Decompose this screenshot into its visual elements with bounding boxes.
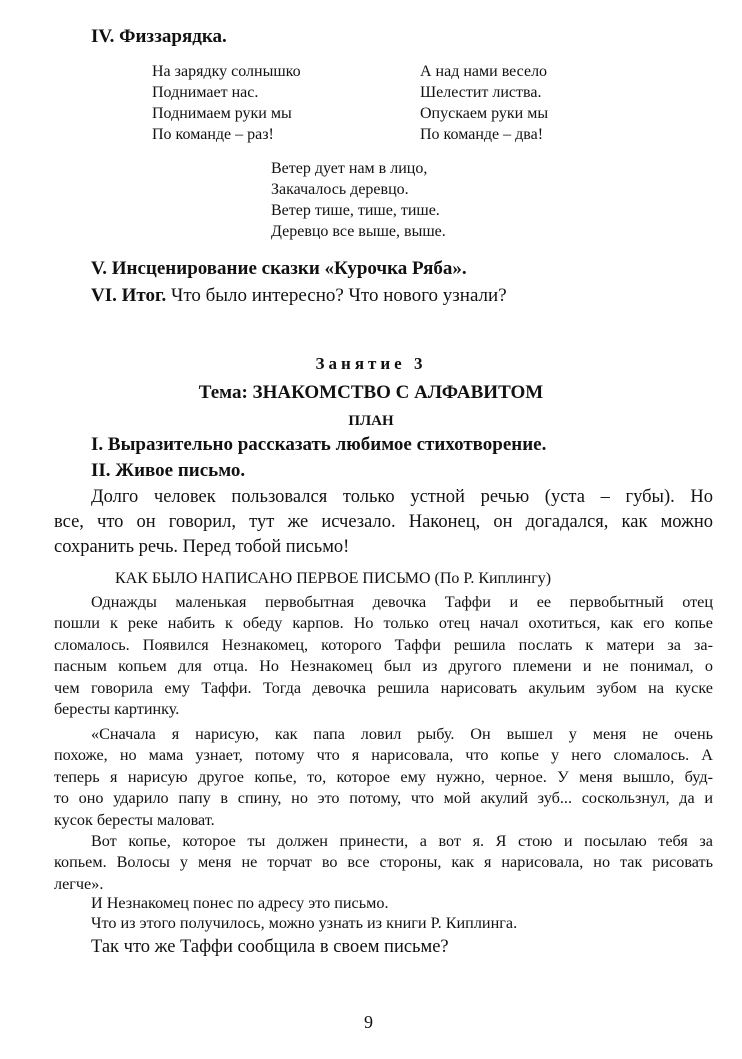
section-vi xyxy=(91,285,507,307)
story-title: КАК БЫЛО НАПИСАНО ПЕРВОЕ ПИСЬМО (По Р. Киплингу) xyxy=(115,570,552,587)
intro-paragraph xyxy=(91,485,713,510)
text-line: Долго человек пользовался только устной речью (уста – губы). Но xyxy=(91,487,713,507)
poem-line: Закачалось деревцо. xyxy=(271,181,409,198)
story-paragraph-1 xyxy=(91,592,713,614)
text-line: Однажды маленькая первобытная девочка Таффи и ее первобытный отец xyxy=(91,593,713,611)
poem-line: Шелестит листва. xyxy=(420,84,542,101)
text-line: все, что он говорил, тут же исчезало. Наконец, он догадался, как можно xyxy=(54,512,713,532)
poem-line: Опускаем руки мы xyxy=(420,105,549,122)
story-paragraph-1-cont xyxy=(54,613,713,721)
poem-line: Поднимает нас. xyxy=(152,84,259,101)
page-number: 9 xyxy=(364,1012,373,1032)
poem-line: Ветер тише, тише, тише. xyxy=(271,202,440,219)
text-line: похоже, но мама узнает, потому что я нарисовала, что копье у него сломалось. А xyxy=(54,746,713,764)
lesson-topic xyxy=(0,382,742,404)
story-paragraph-2-cont xyxy=(54,745,713,831)
lesson-title: Занятие 3 xyxy=(315,354,427,373)
story-paragraph-5: Что из этого получилось, можно узнать из книги Р. Киплинга. xyxy=(91,914,518,932)
poem-line: А над нами весело xyxy=(420,63,548,80)
topic-label: Тема: xyxy=(198,382,248,403)
section-heading-vi: VI. Итог. xyxy=(91,285,167,306)
plan-heading: ПЛАН xyxy=(348,413,394,429)
story-paragraph-3-cont xyxy=(54,852,713,895)
story-paragraph-3 xyxy=(91,831,713,853)
poem-line: Деревцо все выше, выше. xyxy=(271,223,446,240)
text-line: сохранить речь. Перед тобой письмо! xyxy=(54,537,350,557)
text-line: легче». xyxy=(54,874,104,893)
text-line: копьем. Волосы у меня не торчат во все стороны, как я нарисовала, но так рисовать xyxy=(54,853,713,871)
section-vi-text: Что было интересно? Что нового узнали? xyxy=(170,285,507,306)
story-paragraph-4: И Незнакомец понес по адресу это письмо. xyxy=(91,894,389,912)
story-paragraph-2 xyxy=(91,724,713,746)
section-heading-iv: IV. Физзарядка. xyxy=(91,26,227,47)
poem-center-stanza xyxy=(271,158,446,242)
poem-line: Поднимаем руки мы xyxy=(152,105,292,122)
text-line: сломалось. Появился Незнакомец, которого Таффи решила послать к матери за за- xyxy=(54,635,713,654)
poem-line: Ветер дует нам в лицо, xyxy=(271,160,428,177)
text-line: Вот копье, которое ты должен принести, а вот я. Я стою и посылаю тебя за xyxy=(91,832,713,850)
text-line: чем говорила ему Таффи. Тогда девочка решила нарисовать акульим зубом на куске xyxy=(54,678,713,697)
intro-paragraph-cont xyxy=(54,510,713,560)
plan-item-1: I. Выразительно рассказать любимое стихотворение. xyxy=(91,434,547,455)
poem-line: По команде – раз! xyxy=(152,126,274,143)
text-line: «Сначала я нарисую, как папа ловил рыбу. Он вышел у меня не очень xyxy=(91,725,713,743)
text-line: пасным копьем для отца. Но Незнакомец был из другого племени и не понимал, о xyxy=(54,657,713,676)
section-heading-v: V. Инсценирование сказки «Курочка Ряба». xyxy=(91,258,467,279)
text-line: кусок бересты маловат. xyxy=(54,810,215,829)
story-question: Так что же Таффи сообщила в своем письме? xyxy=(91,937,449,957)
poem-line: По команде – два! xyxy=(420,126,544,143)
poem-line: На зарядку солнышко xyxy=(152,63,301,80)
plan-item-2: II. Живое письмо. xyxy=(91,460,246,481)
poem-left-column xyxy=(152,61,301,145)
topic-text: ЗНАКОМСТВО С АЛФАВИТОМ xyxy=(252,382,544,403)
text-line: пошли к реке набить к обеду карпов. Но только отец начал охотиться, как его копье xyxy=(54,614,713,632)
text-line: то оно ударило папу в спину, но это потому, что мой акулий зуб... соскользнул, да и xyxy=(54,789,713,808)
text-line: теперь я нарисую другое копье, то, которое ему нужно, черное. У меня вышло, буд- xyxy=(54,767,713,786)
poem-right-column xyxy=(420,61,548,145)
text-line: бересты картинку. xyxy=(54,700,180,719)
